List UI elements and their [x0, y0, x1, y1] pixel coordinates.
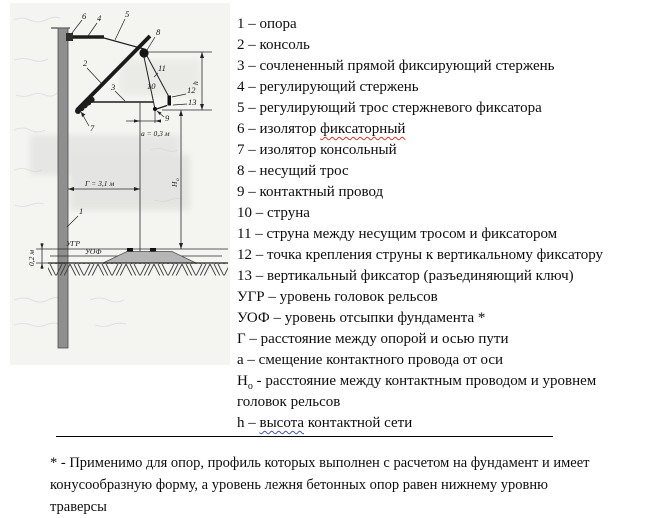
label-dim-02: [27, 250, 36, 266]
label-uof: УОФ: [85, 247, 102, 256]
legend-item: 7 – изолятор консольный: [237, 142, 397, 158]
footnote-text: * - Применимо для опор, профиль которых выполнен с расчетом на фундамент и имеет конусообразную форму, а уровень лежня бетонных опор равен нижнему уровню траверсы: [50, 455, 590, 515]
label-dim-g: Г = 3,1 м: [85, 179, 115, 188]
legend-item: а – смещение контактного провода от оси: [237, 352, 504, 368]
vertical-fixator-13: [168, 96, 172, 106]
legend-item: 2 – консоль: [237, 37, 310, 53]
rail-right: [150, 248, 156, 252]
callout-12: 12: [187, 85, 196, 95]
label-dim-a: a = 0,3 м: [141, 129, 170, 138]
label-ugr: УГР: [66, 239, 80, 248]
svg-text:о: о: [175, 178, 181, 181]
callout-4: 4: [97, 13, 102, 23]
legend-item: h – высота контактной сети: [237, 415, 413, 431]
callout-3: 3: [111, 82, 116, 92]
legend-item: УГР – уровень головок рельсов: [237, 289, 438, 305]
legend-item: $Н_о$ - расстояние между контактным проводом и уровнем: [237, 373, 597, 392]
rail-left: [127, 248, 133, 252]
legend-item: 4 – регулирующий стержень: [237, 79, 419, 95]
callout-11: 11: [158, 63, 166, 73]
ground-hatching: [48, 264, 228, 276]
callout-13: 13: [188, 97, 197, 107]
callout-1: 1: [79, 206, 84, 216]
svg-text:0,2 м: 0,2 м: [27, 249, 36, 266]
figure-svg: [0, 0, 235, 370]
legend-item: 13 – вертикальный фиксатор (разъединяющий ключ): [237, 268, 574, 284]
footnote-rule: [56, 436, 553, 437]
contact-wire-9: [153, 107, 157, 111]
legend-item: головок рельсов: [237, 394, 341, 410]
callout-8: 8: [156, 27, 161, 37]
pole: [58, 28, 68, 348]
svg-text:Н: Н: [170, 181, 179, 187]
callout-7: 7: [90, 123, 95, 133]
callout-5: 5: [125, 9, 130, 19]
catenary-support-figure: [0, 0, 235, 370]
callout-6: 6: [82, 11, 87, 21]
legend-item: 9 – контактный провод: [237, 184, 384, 200]
legend-item: 11 – струна между несущим тросом и фиксатором: [237, 226, 558, 242]
label-dim-h: [191, 81, 200, 85]
legend-item: 5 – регулирующий трос стержневого фиксатора: [237, 100, 542, 116]
legend-item: 12 – точка крепления струны к вертикальному фиксатору: [237, 247, 604, 263]
legend-list: [237, 14, 667, 434]
legend-item: 8 – несущий трос: [237, 163, 349, 179]
callout-10: 10: [147, 81, 156, 91]
legend-item: Г – расстояние между опорой и осью пути: [237, 331, 509, 347]
svg-text:h: h: [191, 81, 200, 85]
fixing-insulator-6: [66, 33, 73, 41]
legend-item: 6 – изолятор фиксаторный: [237, 121, 406, 137]
callout-9: 9: [165, 113, 170, 123]
callout-2: 2: [83, 58, 88, 68]
legend-item: 10 – струна: [237, 205, 310, 221]
legend-item: 3 – сочлененный прямой фиксирующий стержень: [237, 58, 555, 74]
legend-item: УОФ – уровень отсыпки фундамента *: [237, 310, 486, 326]
legend-item: 1 – опора: [237, 16, 297, 32]
